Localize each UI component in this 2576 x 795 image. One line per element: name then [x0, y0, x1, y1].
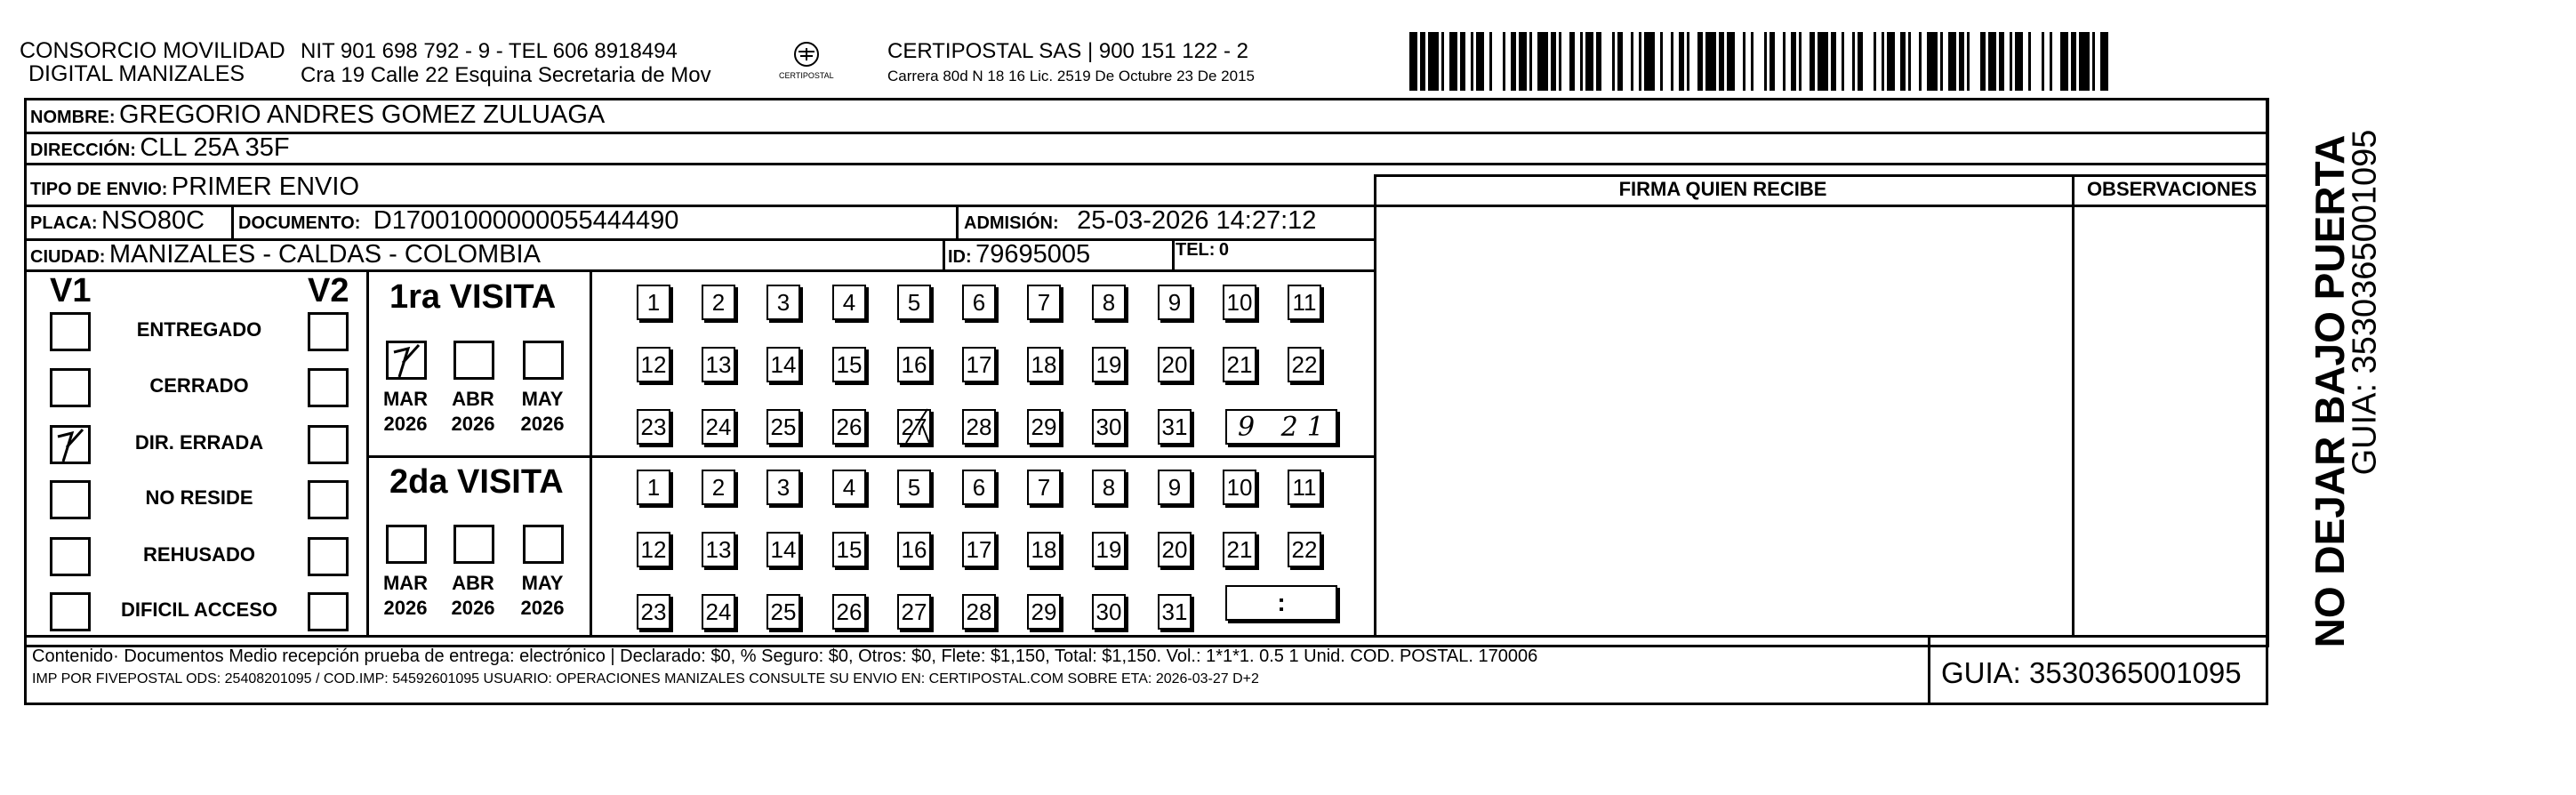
barcode-bar — [1644, 32, 1655, 91]
day-number: 10 — [1226, 473, 1253, 501]
barcode-bar — [1585, 32, 1593, 91]
barcode-bar — [1769, 32, 1775, 91]
observaciones-header: OBSERVACIONES — [2086, 178, 2258, 200]
day-box-20[interactable] — [1158, 532, 1192, 567]
barcode-bar — [1660, 32, 1663, 91]
day-mark-icon — [903, 407, 933, 454]
day-box-24[interactable] — [702, 594, 735, 630]
day-box-23[interactable] — [637, 409, 670, 445]
tel-divider — [1172, 238, 1175, 269]
day-box-8[interactable] — [1092, 285, 1126, 320]
certipostal-logo — [766, 39, 847, 92]
day-box-11[interactable] — [1288, 285, 1321, 320]
direccion-row — [30, 133, 290, 163]
status-label: ENTREGADO — [136, 318, 262, 341]
tel-label: TEL: — [1176, 240, 1216, 260]
second-visit-title: 2da VISITA — [389, 463, 564, 501]
status-v1-checkbox[interactable] — [50, 368, 91, 407]
barcode-bar — [1727, 32, 1735, 91]
footer-imp-line: IMP POR FIVEPOSTAL ODS: 25408201095 / COD.IMP: 54592601095 USUARIO: OPERACIONES MANIZALES CONSULTE SU ENVIO EN: CERTIPOSTAL.COM SOBRE ETA: 2026-03-27 D+2 — [32, 671, 1259, 687]
company-contact — [301, 39, 711, 87]
day-box-3[interactable] — [766, 285, 800, 320]
day-box-2[interactable] — [702, 470, 735, 505]
ciudad-row — [30, 240, 541, 269]
day-number: 27 — [901, 598, 927, 625]
admision-row — [964, 206, 1316, 236]
day-number: 1 — [646, 473, 661, 501]
row-divider — [24, 635, 2269, 638]
barcode-bar — [1887, 32, 1895, 91]
day-box-5[interactable] — [897, 470, 931, 505]
company-name — [20, 39, 285, 85]
logo-text: CERTIPOSTAL — [779, 71, 834, 80]
documento-label: DOCUMENTO: — [238, 213, 361, 233]
day-box-6[interactable] — [962, 470, 996, 505]
placa-row — [30, 206, 205, 236]
day-box-26[interactable] — [832, 594, 866, 630]
day-number: 16 — [901, 535, 927, 563]
day-number: 3 — [776, 473, 790, 501]
day-number: 10 — [1226, 288, 1253, 316]
documento-row — [238, 206, 678, 236]
barcode-bar — [1959, 32, 1964, 91]
nombre-value: GREGORIO ANDRES GOMEZ ZULUAGA — [119, 100, 606, 129]
barcode-bar — [1967, 32, 1970, 91]
firma-header: FIRMA QUIEN RECIBE — [1618, 178, 1827, 200]
day-number: 22 — [1291, 350, 1318, 378]
barcode-bar — [1831, 32, 1836, 91]
barcode-bar — [1818, 32, 1828, 91]
day-number: 8 — [1102, 473, 1116, 501]
day-number: 9 — [1168, 473, 1182, 501]
day-box-30[interactable] — [1092, 594, 1126, 630]
barcode-bar — [1697, 32, 1703, 91]
header-top-line — [1374, 174, 2269, 177]
day-number: 31 — [1161, 598, 1188, 625]
barcode-bar — [1596, 32, 1601, 91]
status-v2-checkbox[interactable] — [308, 537, 349, 576]
day-box-16[interactable] — [897, 532, 931, 567]
day-number: 12 — [640, 535, 667, 563]
day-number: 5 — [907, 288, 921, 316]
day-number: 12 — [640, 350, 667, 378]
day-box-1[interactable] — [637, 285, 670, 320]
carrier-info — [887, 39, 1255, 89]
day-number: 17 — [966, 350, 992, 378]
second-visit-time[interactable] — [1225, 585, 1337, 621]
admision-label: ADMISIÓN: — [964, 213, 1059, 233]
day-number: 28 — [966, 598, 992, 625]
month-checkbox-mar[interactable] — [386, 341, 427, 380]
barcode-bar — [1679, 32, 1684, 91]
day-number: 7 — [1037, 288, 1051, 316]
carrier-address: Carrera 80d N 18 16 Lic. 2519 De Octubre 23 De 2015 — [887, 68, 1255, 84]
carrier-line: CERTIPOSTAL SAS | 900 151 122 - 2 — [887, 39, 1248, 63]
row-divider — [24, 269, 1374, 272]
day-box-14[interactable] — [766, 347, 800, 382]
day-box-8[interactable] — [1092, 470, 1126, 505]
barcode-bar — [1908, 32, 1911, 91]
day-box-1[interactable] — [637, 470, 670, 505]
day-box-19[interactable] — [1092, 532, 1126, 567]
day-number: 15 — [836, 535, 863, 563]
day-box-3[interactable] — [766, 470, 800, 505]
month-label: MAY 2026 — [520, 572, 565, 619]
tel-value: 0 — [1218, 240, 1230, 260]
barcode-bar — [1687, 32, 1689, 91]
day-box-28[interactable] — [962, 594, 996, 630]
status-v1-checkbox[interactable] — [50, 537, 91, 576]
barcode-bar — [1503, 32, 1505, 91]
footer-guia: GUIA: 3530365001095 — [1941, 656, 2242, 689]
status-label: DIR. ERRADA — [134, 431, 264, 454]
month-label: ABR 2026 — [451, 572, 495, 619]
status-v2-checkbox[interactable] — [308, 425, 349, 464]
day-number: 19 — [1095, 350, 1122, 378]
barcode-bar — [1852, 32, 1855, 91]
barcode-bar — [1858, 32, 1863, 91]
day-box-31[interactable] — [1158, 409, 1192, 445]
barcode-bar — [2100, 32, 2108, 91]
barcode-bar — [2092, 32, 2095, 91]
day-box-26[interactable] — [832, 409, 866, 445]
barcode-bar — [1580, 32, 1583, 91]
day-number: 27 — [901, 413, 927, 440]
day-box-6[interactable] — [962, 285, 996, 320]
day-box-22[interactable] — [1288, 347, 1321, 382]
tipo-label: TIPO DE ENVIO: — [30, 180, 168, 199]
barcode-bar — [1639, 32, 1641, 91]
month-checkbox-may[interactable] — [523, 341, 564, 380]
day-number: 26 — [836, 413, 863, 440]
footer-content-line: Contenido· Documentos Medio recepción prueba de entrega: electrónico | Declarado: $0, % Seguro: $0, Otros: $0, Flete: $1,150, Total: $1,150. Vol.: 1*1*1. 0.5 1 Unid. COD. POSTAL. 170006 — [32, 646, 1538, 666]
barcode-bar — [1919, 32, 1922, 91]
tipo-value: PRIMER ENVIO — [171, 173, 360, 201]
placa-divider — [231, 205, 234, 238]
barcode-bar — [1948, 32, 1956, 91]
day-box-27[interactable] — [897, 594, 931, 630]
day-box-29[interactable] — [1027, 409, 1061, 445]
barcode-bar — [2050, 32, 2052, 91]
day-number: 6 — [972, 473, 986, 501]
footer-guia-divider — [1928, 635, 1930, 703]
day-box-13[interactable] — [702, 532, 735, 567]
admision-value: 25-03-2026 14:27:12 — [1077, 206, 1317, 235]
barcode-bar — [1751, 32, 1753, 91]
barcode-bar — [1449, 32, 1457, 91]
v1-header: V1 — [50, 272, 92, 309]
tipo-row — [30, 173, 359, 202]
id-value: 79695005 — [975, 240, 1091, 269]
barcode-bar — [1511, 32, 1516, 91]
barcode-bar — [2071, 32, 2076, 91]
barcode-bar — [1631, 32, 1633, 91]
barcode-bar — [1705, 32, 1716, 91]
day-number: 28 — [966, 413, 992, 440]
status-v1-checkbox[interactable] — [50, 480, 91, 519]
logo-icon — [766, 39, 847, 92]
day-number: 11 — [1292, 473, 1317, 501]
barcode-bar — [1617, 32, 1623, 91]
id-label: ID: — [948, 247, 972, 267]
day-box-17[interactable] — [962, 532, 996, 567]
day-number: 18 — [1031, 535, 1057, 563]
day-number: 24 — [705, 598, 732, 625]
status-divider — [366, 269, 369, 635]
placa-value: NSO80C — [101, 206, 205, 235]
day-number: 30 — [1095, 413, 1122, 440]
day-number: 13 — [705, 350, 732, 378]
day-number: 25 — [770, 598, 797, 625]
day-box-18[interactable] — [1027, 532, 1061, 567]
barcode-bar — [1428, 32, 1439, 91]
day-number: 2 — [711, 473, 726, 501]
ciudad-value: MANIZALES - CALDAS - COLOMBIA — [108, 240, 541, 269]
day-box-27[interactable] — [897, 409, 931, 445]
day-number: 7 — [1037, 473, 1051, 501]
barcode-bar — [1612, 32, 1615, 91]
day-number: 22 — [1291, 535, 1318, 563]
barcode-bar — [1799, 32, 1802, 91]
month-checkbox-abr[interactable] — [453, 341, 494, 380]
barcode-bar — [1420, 32, 1425, 91]
barcode-bar — [1537, 32, 1548, 91]
side-warning: NO DEJAR BAJO PUERTA — [2307, 134, 2353, 648]
direccion-label: DIRECCIÓN: — [30, 141, 136, 160]
day-box-9[interactable] — [1158, 285, 1192, 320]
barcode-bar — [1551, 32, 1556, 91]
ciudad-label: CIUDAD: — [30, 247, 106, 267]
day-number: 17 — [966, 535, 992, 563]
row-divider — [24, 163, 2269, 165]
day-box-4[interactable] — [832, 285, 866, 320]
barcode-bar — [1999, 32, 2004, 91]
status-v2-checkbox[interactable] — [308, 592, 349, 631]
visit-divider — [590, 269, 592, 635]
day-number: 30 — [1095, 598, 1122, 625]
id-divider — [943, 238, 945, 269]
direccion-value: CLL 25A 35F — [140, 133, 290, 162]
day-box-9[interactable] — [1158, 470, 1192, 505]
day-number: 19 — [1095, 535, 1122, 563]
day-box-25[interactable] — [766, 409, 800, 445]
status-label: CERRADO — [149, 374, 249, 397]
visit-row-divider — [366, 455, 1374, 458]
barcode-bar — [1988, 32, 1996, 91]
first-visit-title: 1ra VISITA — [389, 278, 557, 316]
day-box-25[interactable] — [766, 594, 800, 630]
day-box-10[interactable] — [1223, 285, 1256, 320]
observaciones-area[interactable] — [2074, 205, 2267, 635]
day-number: 11 — [1292, 288, 1317, 316]
day-box-20[interactable] — [1158, 347, 1192, 382]
day-number: 24 — [705, 413, 732, 440]
day-number: 14 — [770, 535, 797, 563]
barcode-bar — [2060, 32, 2068, 91]
barcode-bar — [1810, 32, 1815, 91]
day-number: 6 — [972, 288, 986, 316]
signature-area[interactable] — [1376, 205, 2072, 635]
barcode-bar — [1874, 32, 1876, 91]
day-number: 29 — [1031, 413, 1057, 440]
day-number: 31 — [1161, 413, 1188, 440]
month-checkbox-mar[interactable] — [386, 525, 427, 564]
status-v1-checkbox[interactable] — [50, 425, 91, 464]
barcode-bar — [1569, 32, 1575, 91]
barcode-bar — [1671, 32, 1673, 91]
row-divider — [24, 132, 2269, 134]
nombre-label: NOMBRE: — [30, 108, 116, 127]
barcode-bar — [1460, 32, 1465, 91]
company-address: Cra 19 Calle 22 Esquina Secretaria de Mov — [301, 63, 711, 87]
barcode-bar — [1882, 32, 1884, 91]
day-box-5[interactable] — [897, 285, 931, 320]
barcode-bar — [1783, 32, 1786, 91]
status-label: DIFICIL ACCESO — [120, 598, 277, 621]
day-box-10[interactable] — [1223, 470, 1256, 505]
barcode-bar — [2079, 32, 2090, 91]
barcode-bar — [1842, 32, 1844, 91]
day-number: 4 — [842, 288, 856, 316]
day-box-19[interactable] — [1092, 347, 1126, 382]
barcode-bar — [1900, 32, 1906, 91]
day-box-31[interactable] — [1158, 594, 1192, 630]
day-number: 23 — [640, 413, 667, 440]
status-v2-checkbox[interactable] — [308, 480, 349, 519]
day-box-23[interactable] — [637, 594, 670, 630]
day-number: 20 — [1161, 535, 1188, 563]
day-box-14[interactable] — [766, 532, 800, 567]
month-label: ABR 2026 — [451, 388, 495, 435]
day-box-2[interactable] — [702, 285, 735, 320]
barcode-bar — [1927, 32, 1938, 91]
barcode-bar — [2015, 32, 2023, 91]
day-box-21[interactable] — [1223, 347, 1256, 382]
nombre-row — [30, 100, 605, 130]
day-box-13[interactable] — [702, 347, 735, 382]
placa-label: PLACA: — [30, 213, 98, 233]
day-number: 25 — [770, 413, 797, 440]
company-name-line2: DIGITAL MANIZALES — [28, 61, 245, 86]
day-box-29[interactable] — [1027, 594, 1061, 630]
barcode-bar — [1940, 32, 1943, 91]
day-box-7[interactable] — [1027, 470, 1061, 505]
day-box-30[interactable] — [1092, 409, 1126, 445]
barcode-bar — [1719, 32, 1724, 91]
status-v2-checkbox[interactable] — [308, 368, 349, 407]
day-number: 8 — [1102, 288, 1116, 316]
day-box-21[interactable] — [1223, 532, 1256, 567]
barcode-bar — [1519, 32, 1527, 91]
day-box-18[interactable] — [1027, 347, 1061, 382]
barcode-bar — [1529, 32, 1532, 91]
barcode-bar — [1409, 32, 1417, 91]
day-number: 14 — [770, 350, 797, 378]
barcode-bar — [1791, 32, 1796, 91]
status-v2-checkbox[interactable] — [308, 312, 349, 351]
barcode-bar — [1476, 32, 1484, 91]
day-number: 18 — [1031, 350, 1057, 378]
day-number: 21 — [1226, 350, 1253, 378]
day-number: 16 — [901, 350, 927, 378]
day-number: 23 — [640, 598, 667, 625]
day-box-16[interactable] — [897, 347, 931, 382]
barcode-bar — [2042, 32, 2044, 91]
documento-value: D17001000000055444490 — [373, 206, 679, 235]
status-v1-checkbox[interactable] — [50, 592, 91, 631]
month-label: MAR 2026 — [382, 388, 429, 435]
second-visit-time-placeholder: : — [1277, 589, 1286, 616]
month-checkbox-abr[interactable] — [453, 525, 494, 564]
status-v1-checkbox[interactable] — [50, 312, 91, 351]
day-number: 9 — [1168, 288, 1182, 316]
barcode-bar — [1559, 32, 1561, 91]
tel-row — [1176, 240, 1229, 261]
day-box-12[interactable] — [637, 347, 670, 382]
first-visit-time[interactable] — [1225, 409, 1337, 445]
nit-line: NIT 901 698 792 - 9 - TEL 606 8918494 — [301, 39, 678, 63]
day-number: 4 — [842, 473, 856, 501]
side-guia: GUIA: 3530365001095 — [2346, 129, 2384, 476]
barcode — [1409, 32, 2101, 91]
day-box-28[interactable] — [962, 409, 996, 445]
day-number: 15 — [836, 350, 863, 378]
day-number: 5 — [907, 473, 921, 501]
day-box-12[interactable] — [637, 532, 670, 567]
day-box-24[interactable] — [702, 409, 735, 445]
barcode-bar — [2010, 32, 2012, 91]
day-box-4[interactable] — [832, 470, 866, 505]
status-label: REHUSADO — [143, 543, 255, 566]
company-name-line1: CONSORCIO MOVILIDAD — [20, 38, 285, 63]
day-box-11[interactable] — [1288, 470, 1321, 505]
day-box-17[interactable] — [962, 347, 996, 382]
day-number: 3 — [776, 288, 790, 316]
barcode-bar — [1471, 32, 1473, 91]
day-number: 2 — [711, 288, 726, 316]
barcode-bar — [1441, 32, 1444, 91]
day-number: 20 — [1161, 350, 1188, 378]
barcode-bar — [1764, 32, 1767, 91]
day-number: 26 — [836, 598, 863, 625]
day-number: 29 — [1031, 598, 1057, 625]
admision-divider — [956, 205, 959, 238]
day-box-7[interactable] — [1027, 285, 1061, 320]
day-number: 13 — [705, 535, 732, 563]
month-label: MAR 2026 — [382, 572, 429, 619]
day-box-22[interactable] — [1288, 532, 1321, 567]
status-label: NO RESIDE — [145, 486, 253, 509]
barcode-bar — [2028, 32, 2031, 91]
day-number: 1 — [646, 288, 661, 316]
month-label: MAY 2026 — [520, 388, 565, 435]
barcode-bar — [1980, 32, 1986, 91]
day-box-15[interactable] — [832, 347, 866, 382]
id-row — [948, 240, 1090, 269]
first-visit-time-value: 9 21 — [1238, 412, 1333, 443]
barcode-bar — [1489, 32, 1492, 91]
month-checkbox-may[interactable] — [523, 525, 564, 564]
day-number: 21 — [1226, 535, 1253, 563]
barcode-bar — [1743, 32, 1745, 91]
day-box-15[interactable] — [832, 532, 866, 567]
v2-header: V2 — [308, 272, 349, 309]
